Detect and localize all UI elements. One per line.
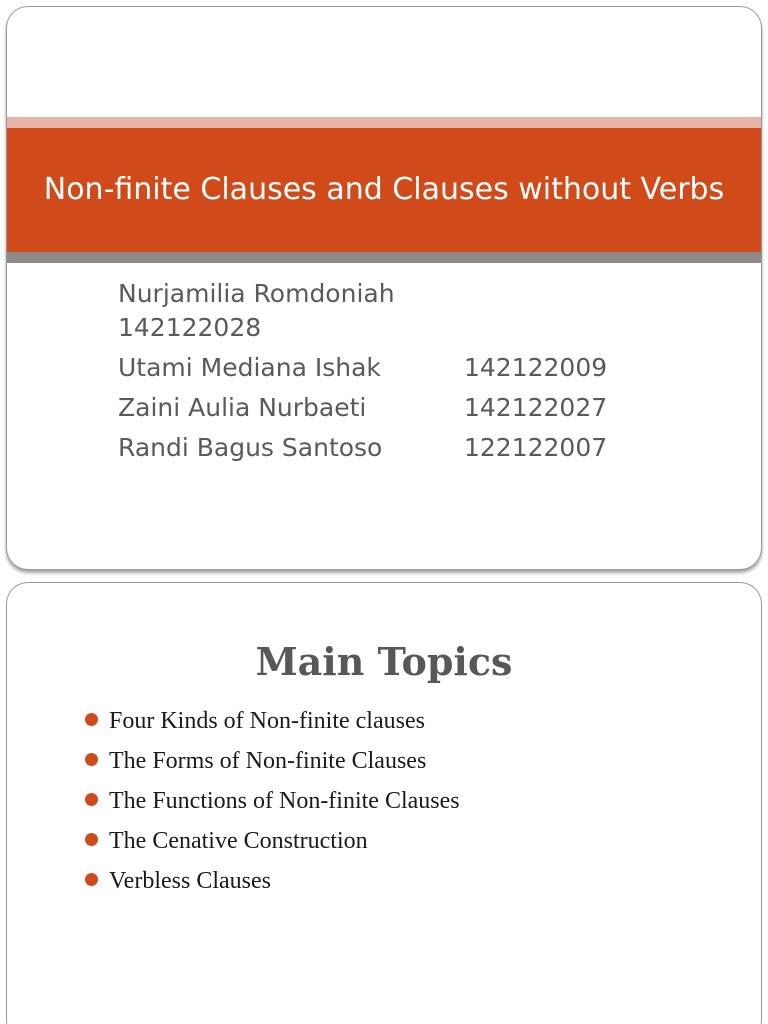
topics-list — [85, 701, 460, 901]
author-row — [118, 391, 678, 425]
author-id: 142122027 — [464, 393, 608, 422]
bullet-icon — [85, 793, 98, 806]
topic-text: The Cenative Construction — [109, 827, 368, 854]
author-name: Utami Mediana Ishak — [118, 353, 381, 382]
bullet-icon — [85, 833, 98, 846]
list-item — [85, 701, 460, 741]
topic-text: The Functions of Non-finite Clauses — [109, 787, 460, 814]
list-item — [85, 821, 460, 861]
title-bar — [7, 128, 761, 252]
author-name: Zaini Aulia Nurbaeti — [118, 393, 367, 422]
slide-title: Non-finite Clauses and Clauses without Verbs — [43, 172, 725, 207]
topics-heading: Main Topics — [255, 639, 513, 684]
author-name: Nurjamilia Romdoniah — [118, 279, 395, 308]
author-row — [118, 277, 678, 345]
topics-slide — [6, 582, 762, 1024]
title-band-top — [7, 117, 761, 128]
author-id: 122122007 — [464, 433, 608, 462]
bullet-icon — [85, 753, 98, 766]
topic-text: Verbless Clauses — [109, 867, 271, 894]
bullet-icon — [85, 713, 98, 726]
title-band-bottom — [7, 252, 761, 263]
list-item — [85, 861, 460, 901]
author-list — [118, 277, 678, 471]
author-row — [118, 351, 678, 385]
author-id: 142122028 — [118, 313, 262, 342]
topic-text: Four Kinds of Non-finite clauses — [109, 707, 425, 734]
list-item — [85, 781, 460, 821]
list-item — [85, 741, 460, 781]
author-name: Randi Bagus Santoso — [118, 433, 383, 462]
author-id: 142122009 — [464, 353, 608, 382]
author-row — [118, 431, 678, 465]
title-slide — [6, 6, 762, 570]
bullet-icon — [85, 873, 98, 886]
topic-text: The Forms of Non-finite Clauses — [109, 747, 427, 774]
